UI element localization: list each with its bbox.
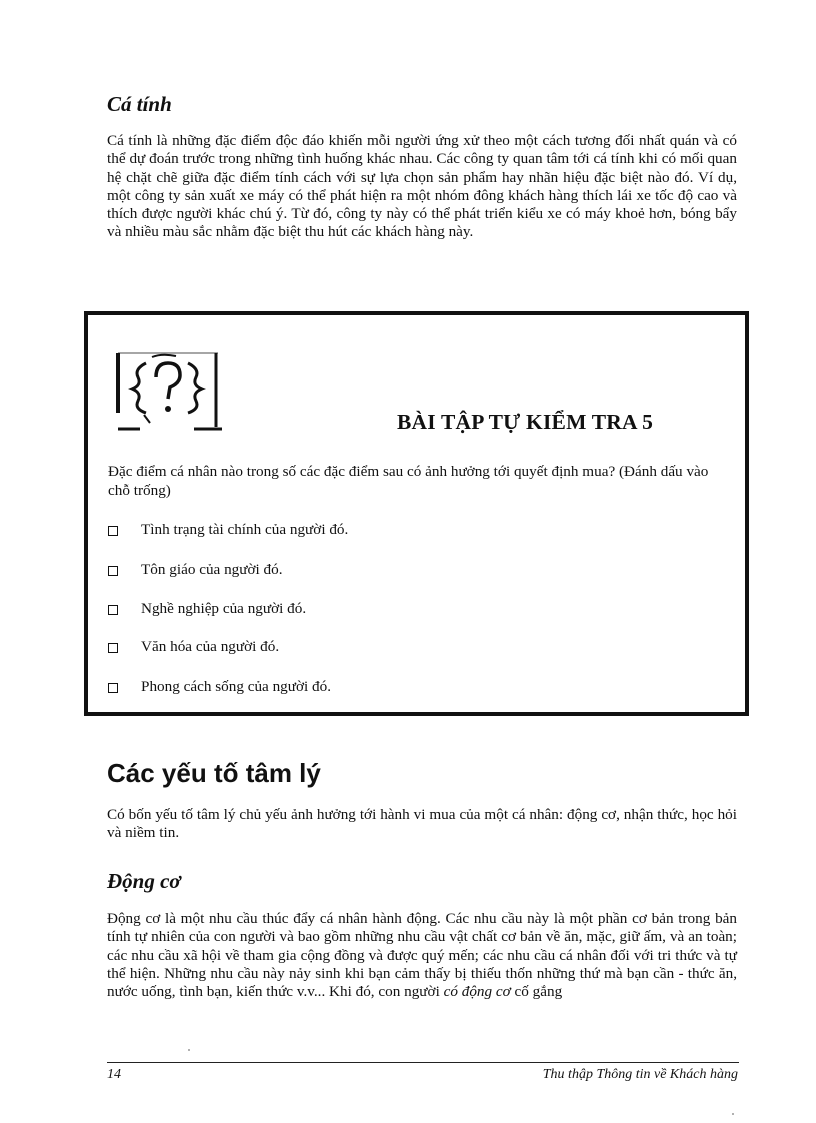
- option-item: [108, 520, 348, 540]
- exercise-title: BÀI TẬP TỰ KIỂM TRA 5: [397, 410, 654, 434]
- page-number: 14: [107, 1067, 121, 1082]
- checkbox[interactable]: [108, 605, 118, 615]
- checkbox[interactable]: [108, 643, 118, 653]
- scan-speck: [732, 1113, 734, 1115]
- paragraph-dong-co-text-end: cố gắng: [510, 983, 563, 1001]
- exercise-box: [84, 311, 749, 716]
- checkbox[interactable]: [108, 526, 118, 536]
- paragraph-ca-tinh: Cá tính là những đặc điểm độc đáo khiến mỗi người ứng xử theo một cách tương đối nhất quán và có thể dự đoán trước trong những tình huống khác nhau. Các công ty quan tâm tới cá tính khi có mối quan hệ chặt chẽ giữa đặc điểm tính cách với sự lựa chọn sản phẩm hay nhãn hiệu đặc biệt nào đó. Ví dụ, một công ty sản xuất xe máy có thể phát hiện ra một nhóm đông khách hàng thích lái xe tốc độ cao và thích được người khác chú ý. Từ đó, công ty này có thể phát triển kiểu xe có máy khoẻ hơn, bóng bẩy và nhiều màu sắc nhằm đặc biệt thu hút các khách hàng này.: [107, 132, 737, 241]
- paragraph-dong-co: [107, 910, 737, 1001]
- heading-dong-co: Động cơ: [107, 869, 181, 893]
- book-title: Thu thập Thông tin về Khách hàng: [542, 1067, 738, 1082]
- paragraph-dong-co-text: Động cơ là một nhu cầu thúc đẩy cá nhân hành động. Các nhu cầu này là một phần cơ bản trong bản tính tự nhiên của con người và bao gồm những nhu cầu vật chất cơ bản về ăn, mặc, giữ ấm, và an toàn; các nhu cầu xã hội về tham gia cộng đồng và được quý mến; các nhu cầu cá nhân đối với tri thức và tự thể hiện. Những nhu cầu này nảy sinh khi bạn cảm thấy bị thiếu thốn những thứ mà bạn cần - thức ăn, nước uống, tình bạn, kiến thức v.v... Khi đó, con người: [107, 910, 737, 1001]
- option-label: Tôn giáo của người đó.: [141, 561, 283, 578]
- option-item: [108, 560, 283, 580]
- option-label: Nghề nghiệp của người đó.: [141, 600, 307, 617]
- paragraph-yeu-to-tam-ly: Có bốn yếu tố tâm lý chủ yếu ảnh hưởng tới hành vi mua của một cá nhân: động cơ, nhận thức, học hỏi và niềm tin.: [107, 806, 737, 842]
- option-label: Văn hóa của người đó.: [141, 638, 280, 655]
- checkbox[interactable]: [108, 566, 118, 576]
- option-item: [108, 677, 331, 697]
- option-label: Phong cách sống của người đó.: [141, 678, 332, 695]
- footer-divider: [107, 1062, 739, 1063]
- scan-speck: [188, 1049, 190, 1051]
- checkbox[interactable]: [108, 683, 118, 693]
- option-item: [108, 637, 279, 657]
- heading-ca-tinh: Cá tính: [107, 92, 172, 116]
- option-label: Tình trạng tài chính của người đó.: [141, 521, 349, 538]
- exercise-question: Đặc điểm cá nhân nào trong số các đặc điểm sau có ảnh hưởng tới quyết định mua? (Đánh dấu vào chỗ trống): [108, 463, 709, 499]
- paragraph-dong-co-emphasis: có động cơ: [443, 983, 511, 1001]
- option-item: [108, 599, 306, 619]
- heading-yeu-to-tam-ly: Các yếu tố tâm lý: [107, 758, 321, 788]
- question-mark-icon: [110, 343, 226, 435]
